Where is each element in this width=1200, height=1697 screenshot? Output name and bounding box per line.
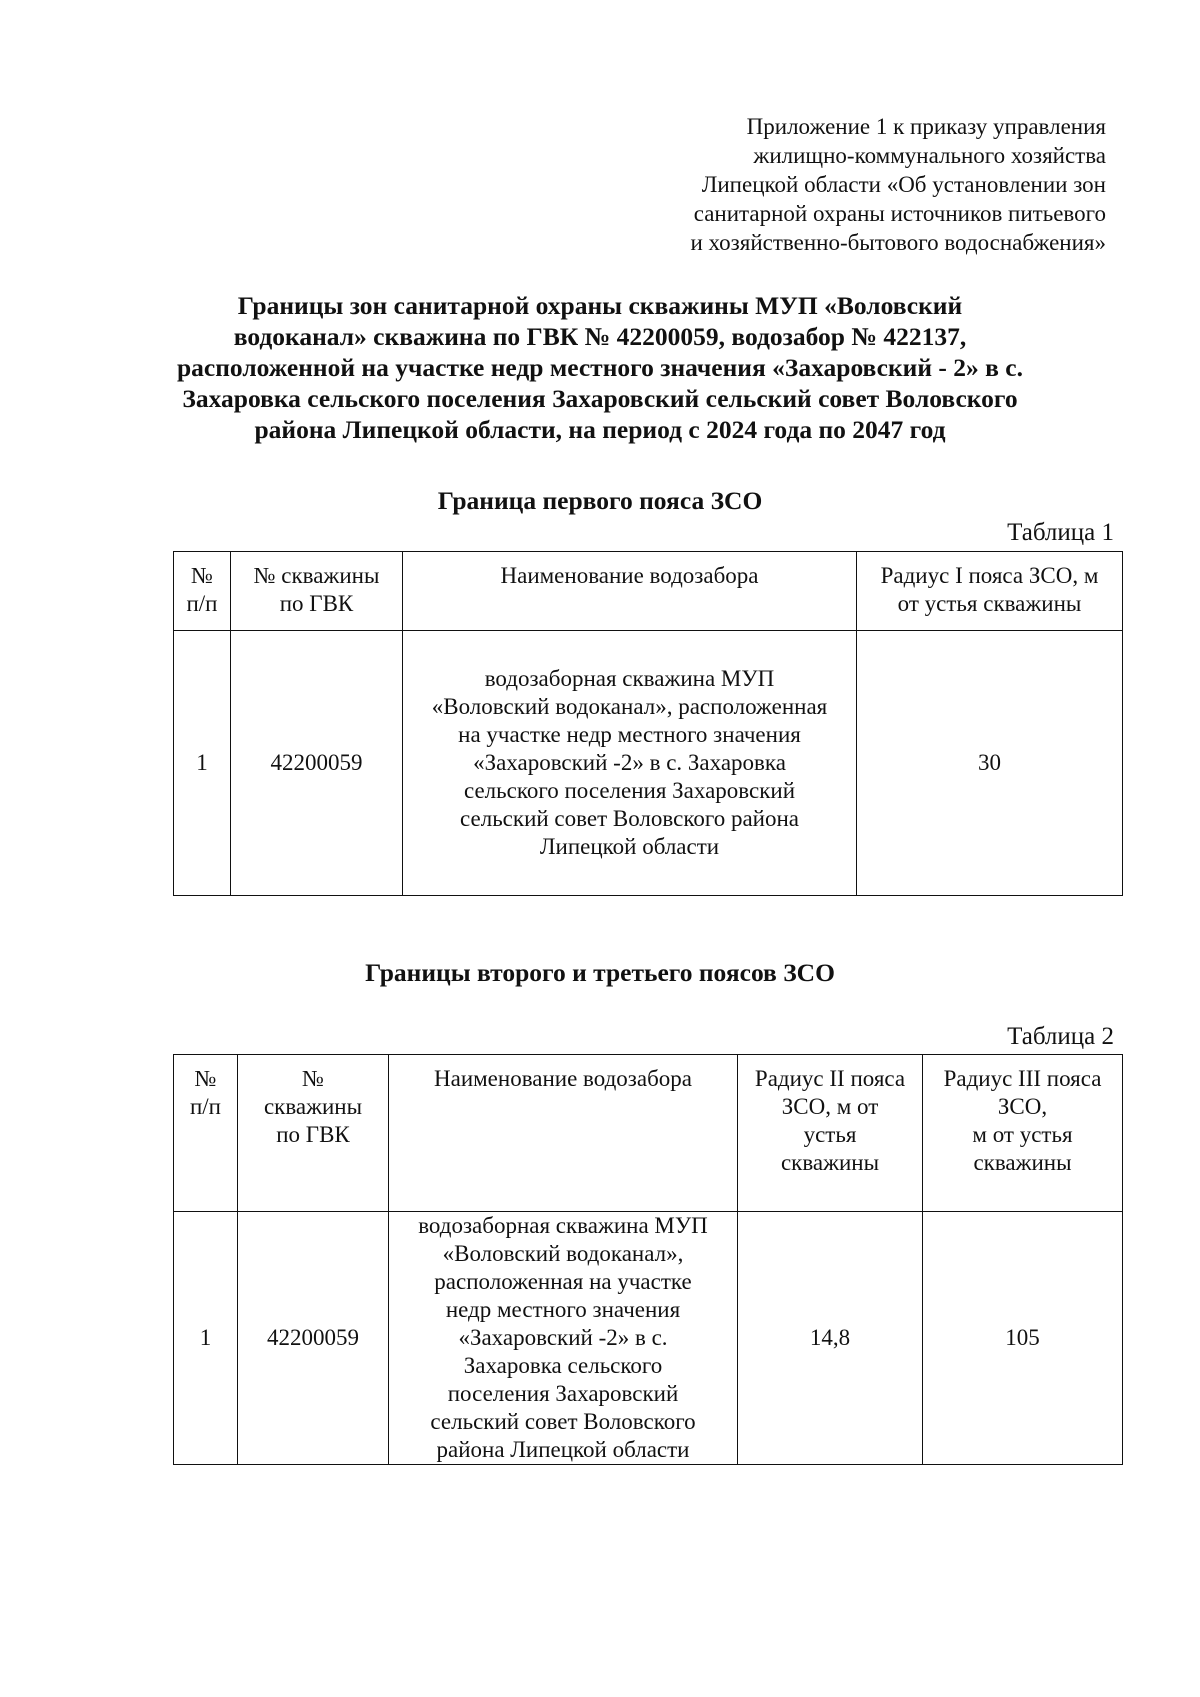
cell-line: «Захаровский -2» в с. Захаровка — [473, 750, 786, 775]
cell-line: района Липецкой области — [436, 1437, 690, 1462]
cell-line: недр местного значения — [445, 1297, 681, 1322]
appendix-line: Липецкой области «Об установлении зон — [701, 172, 1106, 197]
header-line: от устья скважины — [897, 591, 1082, 616]
cell-line: сельский совет Воловского района — [460, 806, 799, 831]
appendix-line: Приложение 1 к приказу управления — [746, 114, 1106, 139]
table1 — [173, 551, 1123, 896]
cell-line: сельский совет Воловского — [430, 1409, 696, 1434]
title-line: Захаровка сельского поселения Захаровский сельский совет Воловского — [182, 384, 1018, 413]
cell-line: водозаборная скважина МУП — [418, 1213, 708, 1238]
header-line: ЗСО, — [997, 1094, 1048, 1119]
cell-line: водозаборная скважина МУП — [484, 666, 775, 691]
table1-label: Таблица 1 — [1007, 519, 1114, 546]
table2-header-row — [174, 1055, 1123, 1212]
table1-header-radius1 — [857, 552, 1123, 631]
header-line: № — [191, 563, 213, 588]
appendix-line: жилищно-коммунального хозяйства — [753, 143, 1106, 168]
appendix-line: санитарной охраны источников питьевого — [693, 201, 1106, 226]
table2-header-num — [174, 1055, 238, 1212]
section1-title: Граница первого пояса ЗСО — [437, 486, 763, 515]
header-line: Радиус III пояса — [943, 1066, 1102, 1091]
header-line: скважины — [780, 1150, 880, 1175]
header-line: по ГВК — [276, 1122, 350, 1147]
header-line: Наименование водозабора — [500, 563, 759, 588]
table-row — [174, 631, 1123, 896]
title-line: водоканал» скважина по ГВК № 42200059, водозабор № 422137, — [233, 322, 967, 351]
table2-header-name — [389, 1055, 738, 1212]
header-line: по ГВК — [279, 591, 354, 616]
cell-line: «Воловский водоканал», расположенная — [431, 694, 828, 719]
header-line: устья — [803, 1122, 857, 1147]
table2 — [173, 1054, 1123, 1465]
document-title — [150, 290, 1050, 445]
header-line: Радиус II пояса — [754, 1066, 906, 1091]
title-line: расположенной на участке недр местного значения «Захаровский - 2» в с. — [176, 353, 1023, 382]
header-line: п/п — [186, 591, 218, 616]
table2-header-gvk — [238, 1055, 389, 1212]
table1-cell-gvk: 42200059 — [231, 631, 403, 896]
table1-header-num — [174, 552, 231, 631]
header-line: скважины — [973, 1150, 1072, 1175]
table1-header-name — [403, 552, 857, 631]
header-line: ЗСО, м от — [781, 1094, 879, 1119]
cell-line: «Воловский водоканал», — [442, 1241, 684, 1266]
table1-cell-num: 1 — [174, 631, 231, 896]
cell-line: Захаровка сельского — [463, 1353, 663, 1378]
header-line: № скважины — [253, 563, 380, 588]
header-line: м от устья — [972, 1122, 1073, 1147]
table2-label: Таблица 2 — [1007, 1023, 1114, 1050]
title-line: района Липецкой области, на период с 2024 года по 2047 год — [254, 415, 946, 444]
header-line: п/п — [189, 1094, 221, 1119]
table1-cell-name — [403, 631, 857, 896]
cell-line: Липецкой области — [539, 834, 720, 859]
table2-cell-radius2: 14,8 — [738, 1212, 923, 1465]
table1-cell-radius1: 30 — [857, 631, 1123, 896]
table2-cell-num: 1 — [174, 1212, 238, 1465]
cell-line: поселения Захаровский — [447, 1381, 679, 1406]
table1-header-row — [174, 552, 1123, 631]
header-line: скважины — [263, 1094, 363, 1119]
table-row — [174, 1212, 1123, 1465]
title-line: Границы зон санитарной охраны скважины МУП «Воловский — [237, 291, 963, 320]
header-line: Наименование водозабора — [434, 1066, 692, 1091]
cell-line: на участке недр местного значения — [458, 722, 801, 747]
appendix-note — [586, 112, 1106, 257]
table2-cell-gvk: 42200059 — [238, 1212, 389, 1465]
appendix-line: и хозяйственно-бытового водоснабжения» — [690, 230, 1106, 255]
cell-line: сельского поселения Захаровский — [463, 778, 796, 803]
cell-line: расположенная на участке — [434, 1269, 692, 1294]
cell-line: «Захаровский -2» в с. — [458, 1325, 668, 1350]
table2-cell-radius3: 105 — [923, 1212, 1123, 1465]
section2-title: Границы второго и третьего поясов ЗСО — [365, 958, 835, 987]
table1-header-gvk — [231, 552, 403, 631]
header-line: Радиус I пояса ЗСО, м — [880, 563, 1099, 588]
table2-cell-name — [389, 1212, 738, 1465]
table2-header-radius2 — [738, 1055, 923, 1212]
table2-header-radius3 — [923, 1055, 1123, 1212]
header-line: № — [302, 1066, 324, 1091]
header-line: № — [194, 1066, 217, 1091]
